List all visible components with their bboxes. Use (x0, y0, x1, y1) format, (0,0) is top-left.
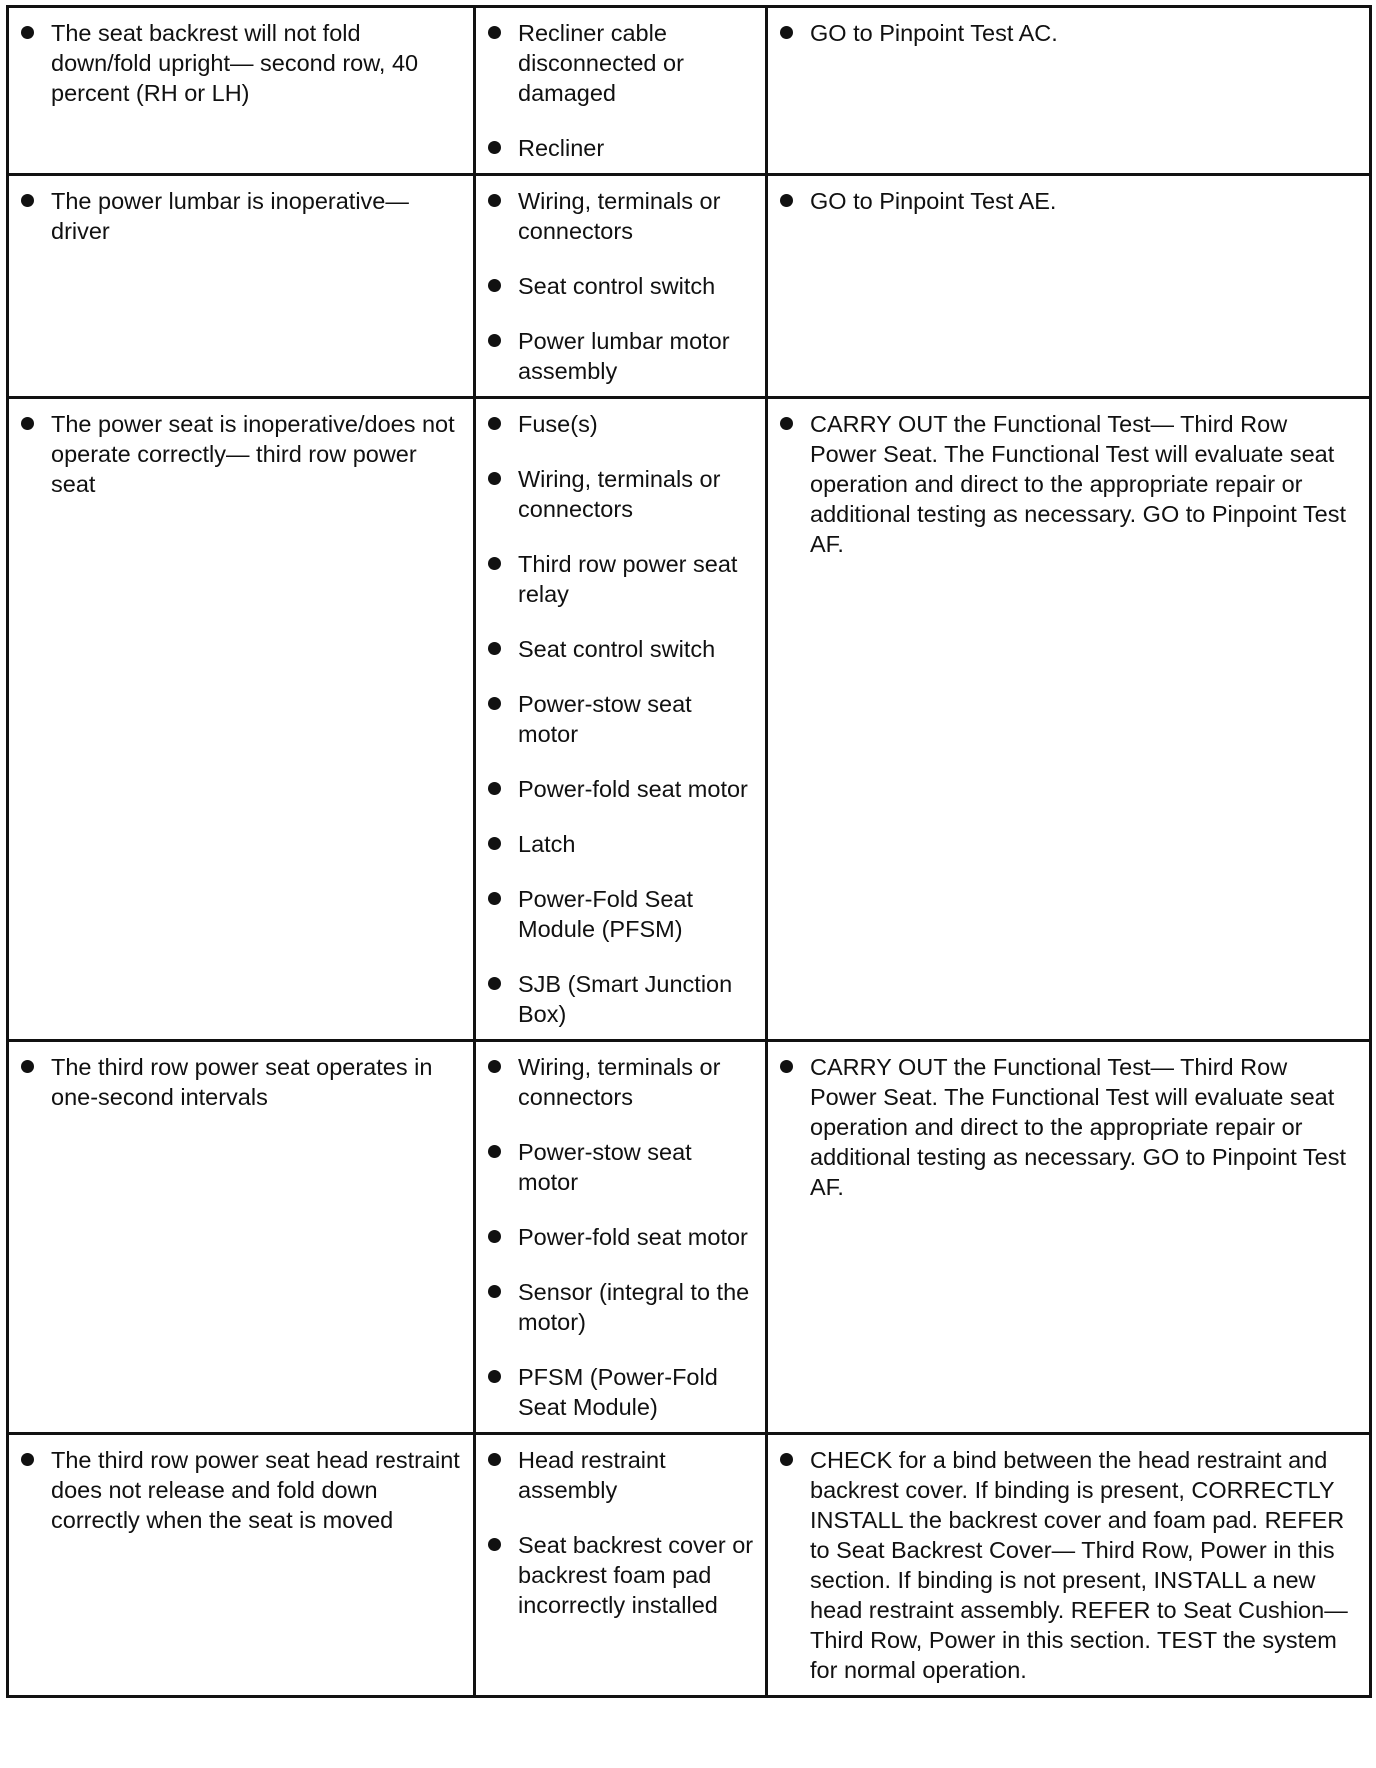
condition-cell (8, 1041, 475, 1434)
diagnosis-table (6, 5, 1372, 1698)
bullet-list (484, 409, 755, 1029)
bullet-item: The power seat is inoperative/does not operate correctly— third row power seat (17, 409, 463, 499)
bullet-item: The seat backrest will not fold down/fold upright— second row, 40 percent (RH or LH) (17, 18, 463, 108)
bullet-item: Power-stow seat motor (484, 689, 755, 749)
bullet-item: SJB (Smart Junction Box) (484, 969, 755, 1029)
bullet-list (17, 18, 463, 108)
table-row (8, 1434, 1371, 1697)
action-cell (767, 7, 1371, 175)
bullet-item: Third row power seat relay (484, 549, 755, 609)
bullet-list (17, 186, 463, 246)
bullet-item: GO to Pinpoint Test AC. (776, 18, 1359, 48)
bullet-item: Power-stow seat motor (484, 1137, 755, 1197)
bullet-item: Power lumbar motor assembly (484, 326, 755, 386)
bullet-list (484, 1052, 755, 1422)
bullet-item: Recliner cable disconnected or damaged (484, 18, 755, 108)
bullet-list (17, 409, 463, 499)
action-cell (767, 398, 1371, 1041)
bullet-item: Wiring, terminals or connectors (484, 186, 755, 246)
bullet-list (776, 18, 1359, 48)
bullet-item: Recliner (484, 133, 755, 163)
bullet-item: The third row power seat operates in one-second intervals (17, 1052, 463, 1112)
table-row (8, 398, 1371, 1041)
possible-sources-cell (475, 398, 767, 1041)
table-row (8, 175, 1371, 398)
diagnosis-table-body (8, 7, 1371, 1697)
bullet-item: Sensor (integral to the motor) (484, 1277, 755, 1337)
condition-cell (8, 398, 475, 1041)
bullet-item: Power-fold seat motor (484, 774, 755, 804)
bullet-item: PFSM (Power-Fold Seat Module) (484, 1362, 755, 1422)
bullet-item: Power-fold seat motor (484, 1222, 755, 1252)
bullet-item: The third row power seat head restraint does not release and fold down correctly when the seat is moved (17, 1445, 463, 1535)
condition-cell (8, 7, 475, 175)
bullet-list (484, 18, 755, 163)
bullet-item: The power lumbar is inoperative— driver (17, 186, 463, 246)
bullet-item: GO to Pinpoint Test AE. (776, 186, 1359, 216)
bullet-list (484, 186, 755, 386)
bullet-list (17, 1052, 463, 1112)
possible-sources-cell (475, 7, 767, 175)
action-cell (767, 175, 1371, 398)
bullet-list (776, 409, 1359, 559)
bullet-item: Fuse(s) (484, 409, 755, 439)
bullet-list (17, 1445, 463, 1535)
bullet-item: Seat control switch (484, 271, 755, 301)
bullet-item: Wiring, terminals or connectors (484, 464, 755, 524)
possible-sources-cell (475, 1434, 767, 1697)
bullet-item: CARRY OUT the Functional Test— Third Row Power Seat. The Functional Test will evaluate seat operation and direct to the appropriate repair or additional testing as necessary. GO to Pinpoint Test AF. (776, 409, 1359, 559)
bullet-list (776, 186, 1359, 216)
bullet-item: Latch (484, 829, 755, 859)
condition-cell (8, 1434, 475, 1697)
table-row (8, 7, 1371, 175)
bullet-item: Seat backrest cover or backrest foam pad incorrectly installed (484, 1530, 755, 1620)
action-cell (767, 1041, 1371, 1434)
bullet-item: Head restraint assembly (484, 1445, 755, 1505)
bullet-list (776, 1052, 1359, 1202)
action-cell (767, 1434, 1371, 1697)
condition-cell (8, 175, 475, 398)
bullet-item: CHECK for a bind between the head restraint and backrest cover. If binding is present, CORRECTLY INSTALL the backrest cover and foam pad. REFER to Seat Backrest Cover— Third Row, Power in this section. If binding is not present, INSTALL a new head restraint assembly. REFER to Seat Cushion— Third Row, Power in this section. TEST the system for normal operation. (776, 1445, 1359, 1685)
possible-sources-cell (475, 175, 767, 398)
possible-sources-cell (475, 1041, 767, 1434)
table-row (8, 1041, 1371, 1434)
bullet-item: Power-Fold Seat Module (PFSM) (484, 884, 755, 944)
bullet-item: Wiring, terminals or connectors (484, 1052, 755, 1112)
bullet-list (776, 1445, 1359, 1685)
bullet-item: CARRY OUT the Functional Test— Third Row Power Seat. The Functional Test will evaluate seat operation and direct to the appropriate repair or additional testing as necessary. GO to Pinpoint Test AF. (776, 1052, 1359, 1202)
bullet-list (484, 1445, 755, 1620)
bullet-item: Seat control switch (484, 634, 755, 664)
